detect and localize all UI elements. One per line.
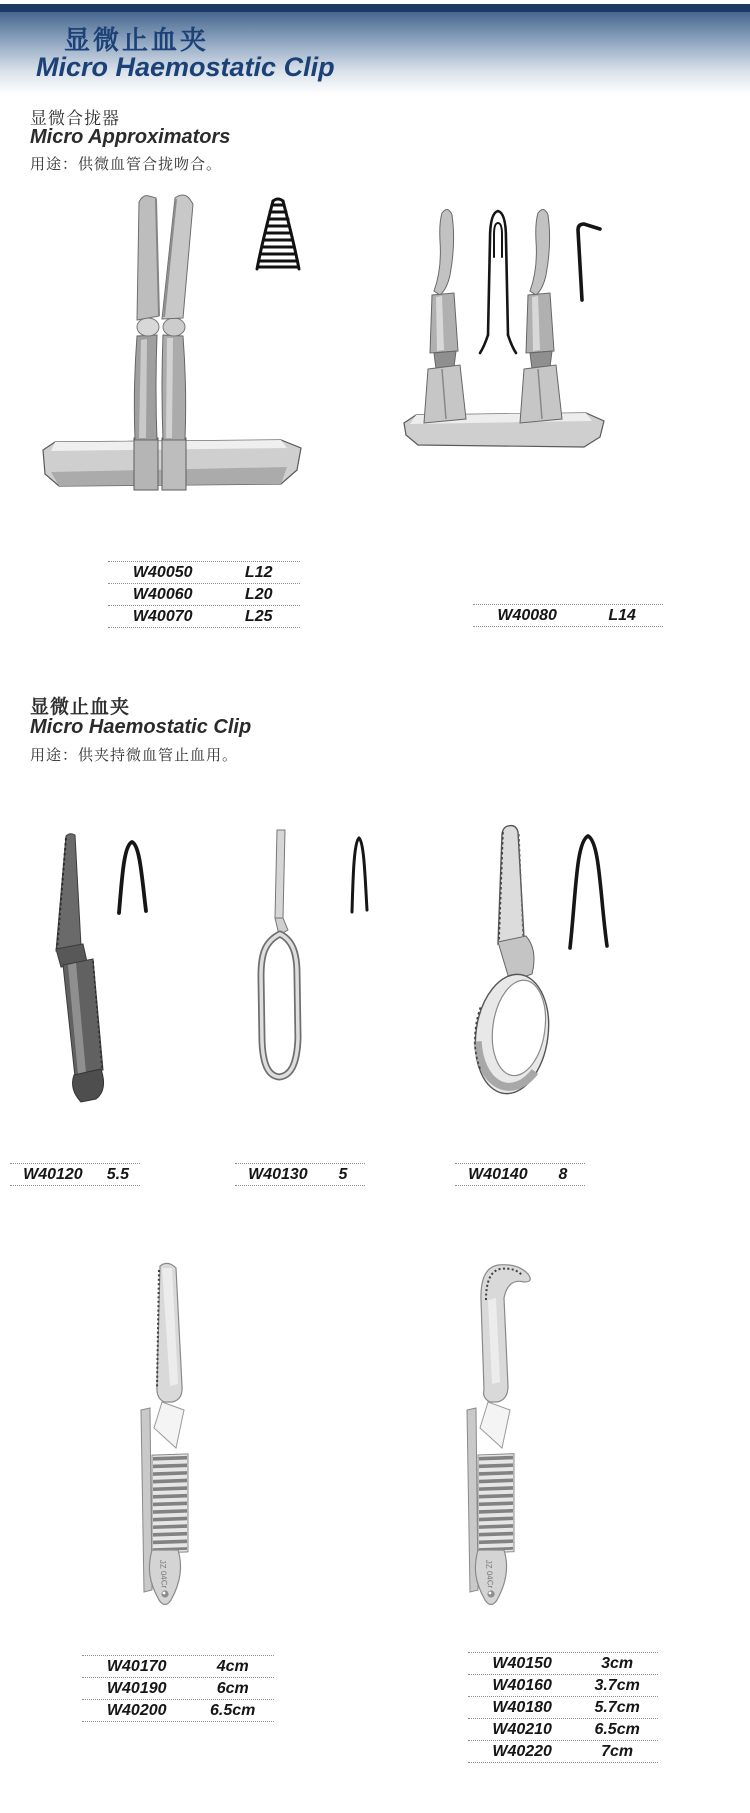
- hairpin-clip-icon: [112, 831, 152, 917]
- table-row: [108, 605, 300, 628]
- model-size: 5.7cm: [594, 1698, 640, 1716]
- model-size: 6cm: [216, 1679, 249, 1697]
- model-size: 6.5cm: [594, 1720, 640, 1738]
- model-size: L12: [244, 563, 273, 581]
- table-row: [455, 1163, 585, 1186]
- model-size: 6.5cm: [210, 1701, 256, 1719]
- table-row: [10, 1163, 140, 1186]
- bulldog-left-table: [82, 1655, 274, 1722]
- haemostatic-clip1-image: [38, 830, 120, 1108]
- model-size: 4cm: [216, 1657, 249, 1675]
- model-code: W40150: [492, 1654, 552, 1672]
- l-rod-icon: [578, 224, 600, 300]
- section2-title-en: Micro Haemostatic Clip: [30, 716, 252, 738]
- wire-clip-icon: [480, 211, 516, 353]
- model-code: W40080: [497, 606, 557, 624]
- table-row: [468, 1740, 658, 1763]
- approximator-right-table: [473, 604, 663, 627]
- section2-title-zh: 显微止血夹: [30, 697, 131, 718]
- bulldog-right-table: [468, 1652, 658, 1763]
- bulldog-clamp-straight-image: [126, 1260, 206, 1612]
- model-size: 7cm: [601, 1742, 634, 1760]
- haemostatic-clip2-image: [248, 826, 310, 1082]
- model-code: W40180: [492, 1698, 552, 1716]
- page-title-zh: 显微止血夹: [64, 25, 210, 55]
- bulldog-clamp-curved-image: [448, 1260, 540, 1612]
- table-row: [468, 1696, 658, 1718]
- approximator-left-table: [108, 561, 300, 628]
- model-size: 5.5: [106, 1165, 130, 1183]
- model-code: W40200: [106, 1701, 167, 1719]
- model-code: W40210: [492, 1720, 552, 1738]
- table-row: [468, 1718, 658, 1740]
- table-row: [235, 1163, 365, 1186]
- table-row: [82, 1677, 274, 1699]
- model-size: 3.7cm: [594, 1676, 640, 1694]
- model-size: L14: [608, 606, 636, 624]
- table-row: [82, 1699, 274, 1722]
- haemostatic-clip3-image: [470, 822, 558, 1098]
- model-code: W40130: [248, 1165, 308, 1183]
- page-title-en: Micro Haemostatic Clip: [36, 52, 335, 82]
- table-row: [468, 1652, 658, 1674]
- handle-engraving: JZ 04Cr: [484, 1559, 495, 1589]
- model-code: W40140: [468, 1165, 528, 1183]
- model-code: W40170: [106, 1657, 167, 1675]
- model-code: W40190: [106, 1679, 167, 1697]
- section1-title-en: Micro Approximators: [30, 126, 231, 148]
- model-size: L20: [244, 585, 273, 603]
- ladder-profile-icon: [252, 196, 304, 274]
- handle-engraving: JZ 04Cr: [158, 1559, 169, 1589]
- model-code: W40050: [132, 563, 193, 581]
- model-code: W40070: [132, 607, 193, 625]
- clip3-table: [455, 1163, 585, 1186]
- hairpin-clip-icon: [564, 822, 612, 954]
- model-size: 3cm: [601, 1654, 634, 1672]
- model-code: W40060: [132, 585, 193, 603]
- table-row: [473, 604, 663, 627]
- table-row: [108, 561, 300, 583]
- section1-usage: 用途：供微血管合拢吻合。: [30, 156, 223, 173]
- model-code: W40160: [492, 1676, 552, 1694]
- section1-title-zh: 显微合拢器: [30, 109, 120, 128]
- header-navy-bar: [0, 4, 750, 12]
- model-size: 8: [558, 1165, 568, 1183]
- table-row: [108, 583, 300, 605]
- model-code: W40220: [492, 1742, 552, 1760]
- micro-approximator-pair-image: [400, 195, 615, 457]
- clip2-table: [235, 1163, 365, 1186]
- hairpin-clip-icon: [344, 826, 372, 916]
- table-row: [82, 1655, 274, 1677]
- model-size: 5: [338, 1165, 348, 1183]
- table-row: [468, 1674, 658, 1696]
- model-size: L25: [244, 607, 273, 625]
- section2-usage: 用途：供夹持微血管止血用。: [30, 747, 239, 764]
- clip1-table: [10, 1163, 140, 1186]
- model-code: W40120: [23, 1165, 83, 1183]
